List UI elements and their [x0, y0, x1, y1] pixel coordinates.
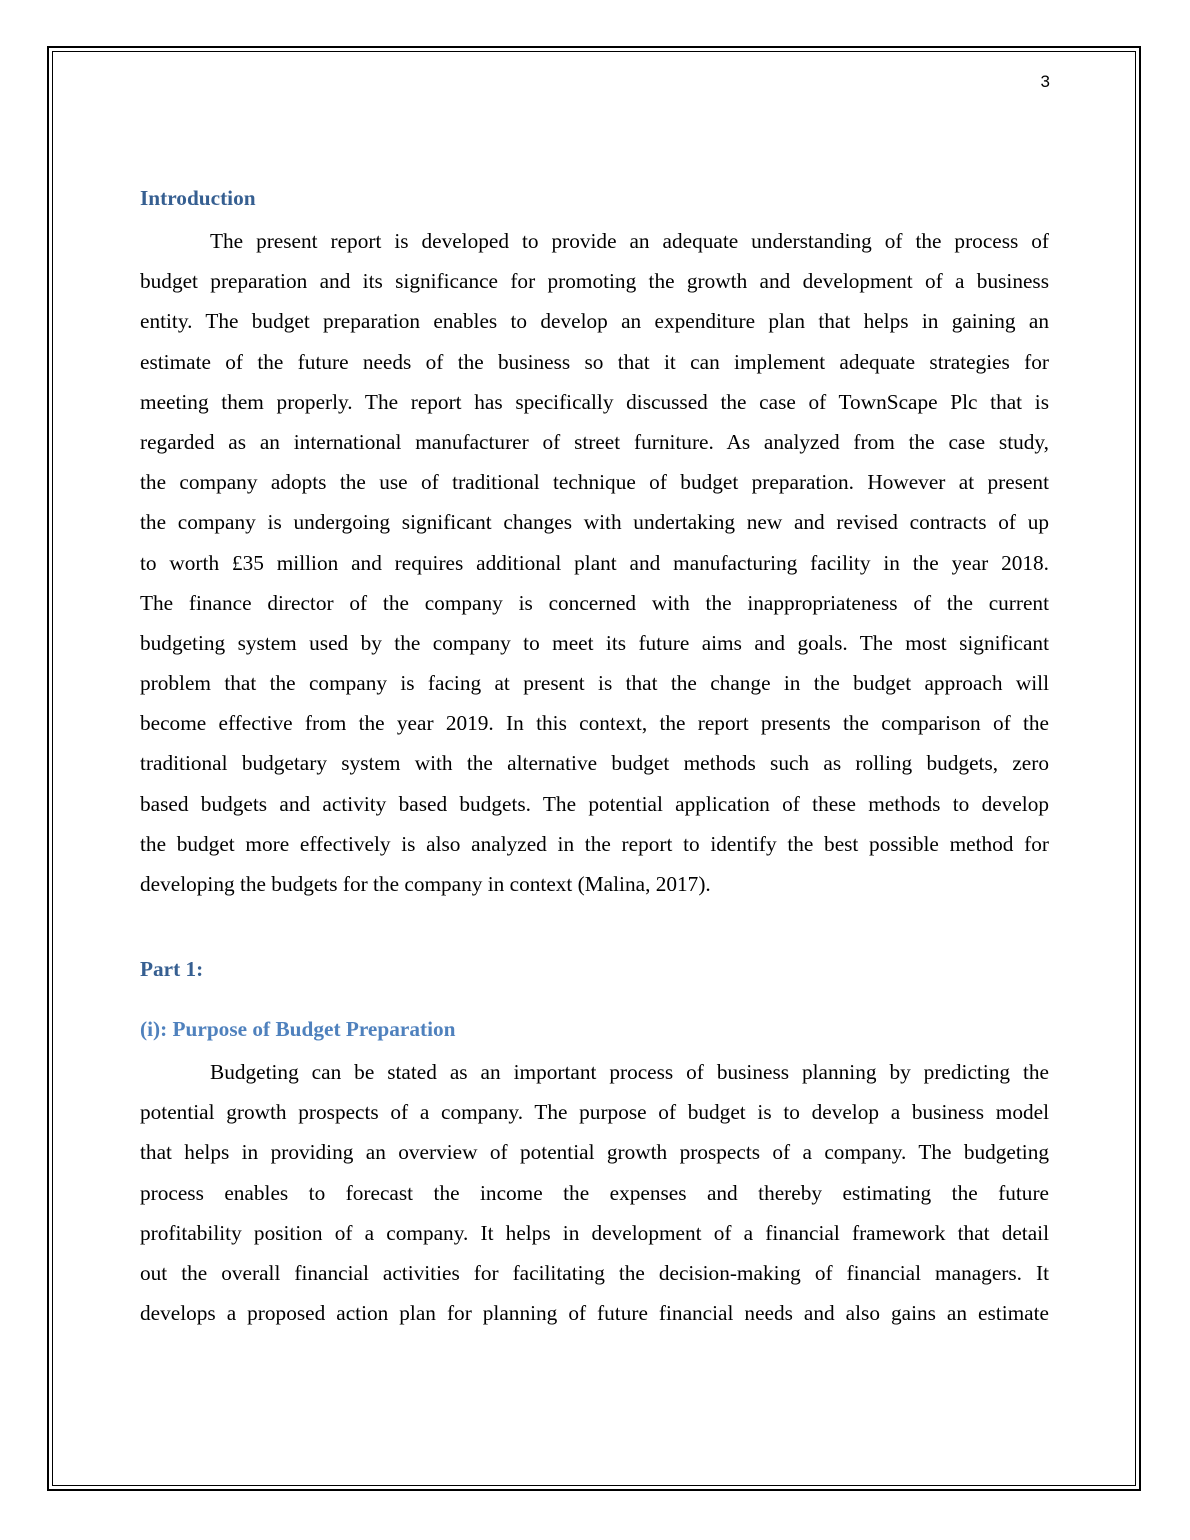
paragraph-line: profitability position of a company. It helps in development of a financial framework that detail [140, 1220, 1049, 1245]
paragraph-line: estimate of the future needs of the business so that it can implement adequate strategies for [140, 349, 1049, 374]
paragraph-line: that helps in providing an overview of potential growth prospects of a company. The budgeting [140, 1140, 1049, 1165]
paragraph-line: the company adopts the use of traditional technique of budget preparation. However at present [140, 470, 1049, 495]
paragraph-line: process enables to forecast the income the expenses and thereby estimating the future [140, 1180, 1049, 1205]
paragraph-line: The finance director of the company is concerned with the inappropriateness of the current [140, 590, 1049, 615]
paragraph-line: developing the budgets for the company in context (Malina, 2017). [140, 872, 711, 896]
paragraph-line: the budget more effectively is also analyzed in the report to identify the best possible method for [140, 831, 1049, 856]
paragraph-line: problem that the company is facing at present is that the change in the budget approach will [140, 671, 1049, 696]
paragraph-line: potential growth prospects of a company. The purpose of budget is to develop a business model [140, 1100, 1049, 1125]
paragraph-line: traditional budgetary system with the alternative budget methods such as rolling budgets, zero [140, 751, 1049, 776]
purpose-paragraph [140, 1052, 1049, 1333]
paragraph-line: become effective from the year 2019. In this context, the report presents the comparison of the [140, 711, 1049, 736]
paragraph-line: to worth £35 million and requires additional plant and manufacturing facility in the year 2018. [140, 550, 1049, 575]
heading-introduction: Introduction [140, 186, 256, 210]
paragraph-line: The present report is developed to provide an adequate understanding of the process of [210, 229, 1049, 253]
paragraph-line: entity. The budget preparation enables to develop an expenditure plan that helps in gaining an [140, 309, 1049, 334]
paragraph-line: the company is undergoing significant changes with undertaking new and revised contracts of up [140, 510, 1049, 535]
paragraph-line: Budgeting can be stated as an important process of business planning by predicting the [210, 1060, 1049, 1084]
paragraph-line: meeting them properly. The report has specifically discussed the case of TownScape Plc that is [140, 389, 1049, 414]
heading-part-1: Part 1: [140, 957, 204, 981]
paragraph-line: regarded as an international manufacturer of street furniture. As analyzed from the case study, [140, 429, 1049, 454]
paragraph-line: out the overall financial activities for facilitating the decision-making of financial managers. It [140, 1260, 1049, 1285]
paragraph-line: budget preparation and its significance for promoting the growth and development of a business [140, 269, 1049, 294]
paragraph-line: budgeting system used by the company to meet its future aims and goals. The most significant [140, 630, 1049, 655]
paragraph-line: develops a proposed action plan for planning of future financial needs and also gains an estimate [140, 1301, 1049, 1326]
heading-purpose-of-budget-preparation: (i): Purpose of Budget Preparation [140, 1017, 456, 1041]
intro-paragraph [140, 221, 1049, 904]
paragraph-line: based budgets and activity based budgets. The potential application of these methods to develop [140, 791, 1049, 816]
page-number: 3 [1040, 72, 1050, 91]
